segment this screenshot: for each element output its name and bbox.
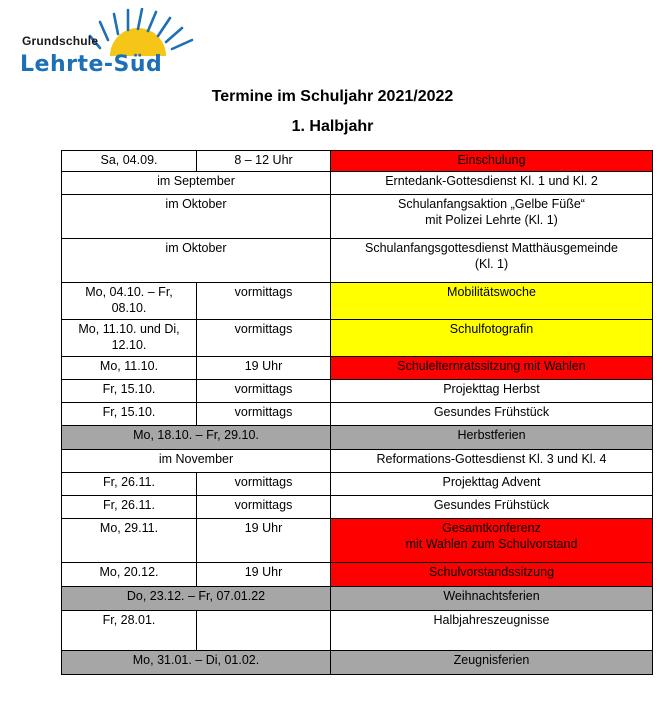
event-cell: Herbstferien xyxy=(331,426,653,450)
time-cell: vormittags xyxy=(197,496,331,519)
table-row xyxy=(62,357,653,380)
event-cell: Halbjahreszeugnisse xyxy=(331,611,653,651)
date-cell: Mo, 11.10. xyxy=(62,357,197,380)
date-cell: Mo, 20.12. xyxy=(62,563,197,587)
date-cell: Fr, 15.10. xyxy=(62,380,197,403)
time-cell: vormittags xyxy=(197,380,331,403)
event-cell: Gesundes Frühstück xyxy=(331,403,653,426)
date-cell: Fr, 15.10. xyxy=(62,403,197,426)
table-row xyxy=(62,403,653,426)
page-title: Termine im Schuljahr 2021/2022 xyxy=(211,88,454,105)
holiday-row xyxy=(62,651,653,675)
date-cell: Mo, 31.01. – Di, 01.02. xyxy=(62,651,331,675)
table-row xyxy=(62,239,653,283)
schedule-table-body xyxy=(62,151,653,675)
time-cell: vormittags xyxy=(197,283,331,320)
date-cell: im November xyxy=(62,450,331,473)
event-cell: Gesamtkonferenz mit Wahlen zum Schulvorstand xyxy=(331,519,653,563)
time-cell: vormittags xyxy=(197,403,331,426)
time-cell: 19 Uhr xyxy=(197,357,331,380)
event-cell: Projekttag Advent xyxy=(331,473,653,496)
table-row xyxy=(62,320,653,357)
logo-school-type: Grundschule xyxy=(22,34,99,48)
event-cell: Mobilitätswoche xyxy=(331,283,653,320)
date-cell: Mo, 18.10. – Fr, 29.10. xyxy=(62,426,331,450)
table-row xyxy=(62,172,653,195)
table-row xyxy=(62,519,653,563)
page-subtitle: 1. Halbjahr xyxy=(291,118,374,135)
time-cell xyxy=(197,611,331,651)
date-cell: Do, 23.12. – Fr, 07.01.22 xyxy=(62,587,331,611)
date-cell: Mo, 29.11. xyxy=(62,519,197,563)
table-row xyxy=(62,563,653,587)
sun-logo-icon xyxy=(88,8,198,58)
event-cell: Weihnachtsferien xyxy=(331,587,653,611)
date-cell: Sa, 04.09. xyxy=(62,151,197,172)
event-cell: Schulanfangsaktion „Gelbe Füße“ mit Polizei Lehrte (Kl. 1) xyxy=(331,195,653,239)
table-row xyxy=(62,496,653,519)
table-row xyxy=(62,380,653,403)
date-cell: Mo, 04.10. – Fr, 08.10. xyxy=(62,283,197,320)
event-cell: Schulfotografin xyxy=(331,320,653,357)
event-cell: Schulvorstandssitzung xyxy=(331,563,653,587)
event-cell: Reformations-Gottesdienst Kl. 3 und Kl. 4 xyxy=(331,450,653,473)
date-cell: im Oktober xyxy=(62,239,331,283)
table-row xyxy=(62,450,653,473)
school-logo xyxy=(18,8,208,80)
time-cell: vormittags xyxy=(197,320,331,357)
schedule-table xyxy=(61,150,653,675)
date-cell: Fr, 26.11. xyxy=(62,473,197,496)
time-cell: vormittags xyxy=(197,473,331,496)
date-cell: Fr, 28.01. xyxy=(62,611,197,651)
time-cell: 19 Uhr xyxy=(197,519,331,563)
table-row xyxy=(62,473,653,496)
table-row xyxy=(62,195,653,239)
holiday-row xyxy=(62,587,653,611)
table-row xyxy=(62,283,653,320)
time-cell: 8 – 12 Uhr xyxy=(197,151,331,172)
date-cell: Mo, 11.10. und Di, 12.10. xyxy=(62,320,197,357)
event-cell: Gesundes Frühstück xyxy=(331,496,653,519)
event-cell: Erntedank-Gottesdienst Kl. 1 und Kl. 2 xyxy=(331,172,653,195)
date-cell: im September xyxy=(62,172,331,195)
time-cell: 19 Uhr xyxy=(197,563,331,587)
event-cell: Schulelternratssitzung mit Wahlen xyxy=(331,357,653,380)
event-cell: Schulanfangsgottesdienst Matthäusgemeinde (Kl. 1) xyxy=(331,239,653,283)
event-cell: Einschulung xyxy=(331,151,653,172)
event-cell: Zeugnisferien xyxy=(331,651,653,675)
holiday-row xyxy=(62,426,653,450)
logo-school-name: Lehrte-Süd xyxy=(20,52,163,77)
date-cell: Fr, 26.11. xyxy=(62,496,197,519)
date-cell: im Oktober xyxy=(62,195,331,239)
table-row xyxy=(62,611,653,651)
event-cell: Projekttag Herbst xyxy=(331,380,653,403)
table-row xyxy=(62,151,653,172)
